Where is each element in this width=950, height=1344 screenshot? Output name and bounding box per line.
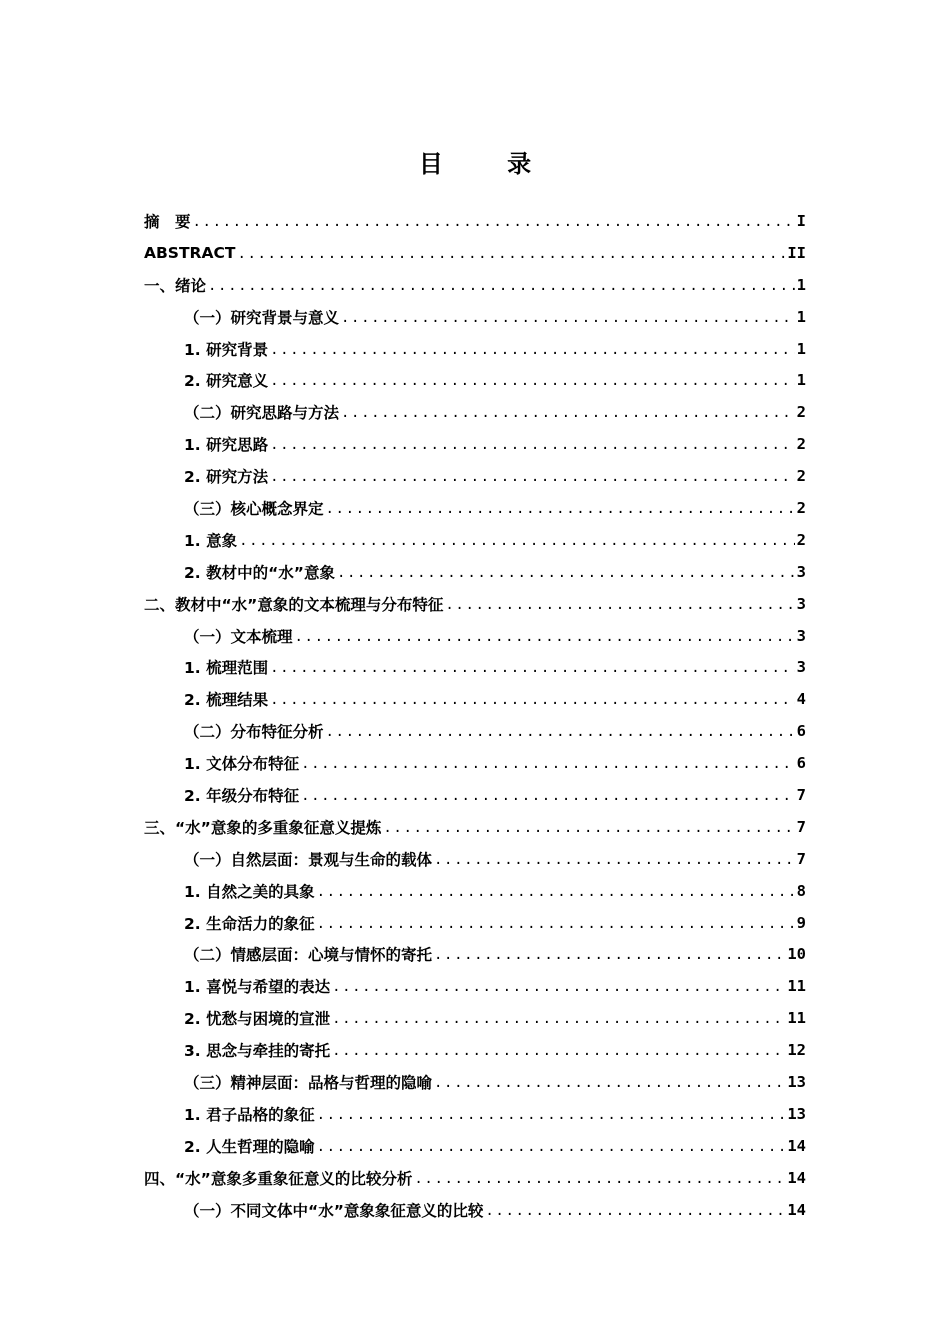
toc-entry-page-number: 1: [796, 275, 806, 294]
toc-entry-page-number: 11: [787, 1009, 806, 1028]
toc-entry-label: （三）精神层面：品格与哲理的隐喻: [184, 1073, 433, 1092]
toc-entry-label: 2. 研究意义: [184, 372, 269, 391]
toc-entry[interactable]: [144, 205, 806, 237]
toc-entry-label: 1. 喜悦与希望的表达: [184, 978, 331, 997]
toc-entry[interactable]: [144, 1002, 806, 1034]
toc-entry-label: 3. 思念与牵挂的寄托: [184, 1042, 331, 1061]
toc-entry-page-number: 2: [796, 530, 806, 549]
toc-entry-page-number: 2: [796, 435, 806, 454]
toc-entry-label: 1. 研究背景: [184, 340, 269, 359]
dot-leader: [326, 724, 795, 740]
toc-entry[interactable]: [144, 492, 806, 524]
toc-entry-page-number: 1: [796, 339, 806, 358]
page-title: 目 录: [418, 150, 560, 178]
toc-entry-label: 2. 年级分布特征: [184, 786, 300, 805]
toc-entry-label: （一）自然层面：景观与生命的载体: [184, 850, 433, 869]
toc-entry[interactable]: [144, 651, 806, 683]
dot-leader: [317, 1139, 786, 1155]
toc-entry[interactable]: [144, 970, 806, 1002]
toc-entry-label: 四、“水”意象多重象征意义的比较分析: [144, 1169, 413, 1188]
toc-entry-label: ABSTRACT: [144, 243, 236, 262]
toc-entry-label: 摘 要: [144, 212, 191, 231]
toc-entry-label: 1. 君子品格的象征: [184, 1105, 315, 1124]
dot-leader: [301, 756, 795, 772]
dot-leader: [239, 533, 795, 549]
toc-entry[interactable]: [144, 396, 806, 428]
dot-leader: [414, 1171, 785, 1187]
toc-entry-label: （一）不同文体中“水”意象象征意义的比较: [184, 1201, 484, 1220]
toc-entry-label: 1. 研究思路: [184, 436, 269, 455]
dot-leader: [317, 1107, 786, 1123]
dot-leader: [270, 660, 795, 676]
toc-entry-page-number: I: [796, 211, 806, 230]
dot-leader: [301, 788, 795, 804]
toc-entry-label: 1. 自然之美的具象: [184, 882, 315, 901]
toc-entry-label: 三、“水”意象的多重象征意义提炼: [144, 818, 382, 837]
toc-entry[interactable]: [144, 938, 806, 970]
dot-leader: [332, 979, 785, 995]
toc-entry-label: 2. 梳理结果: [184, 691, 269, 710]
toc-entry-page-number: 1: [796, 307, 806, 326]
toc-entry-label: 1. 文体分布特征: [184, 755, 300, 774]
toc-entry-page-number: 14: [787, 1200, 806, 1219]
toc-entry-page-number: 13: [787, 1072, 806, 1091]
dot-leader: [317, 916, 795, 932]
toc-entry-label: （三）核心概念界定: [184, 499, 324, 518]
toc-entry-page-number: 7: [796, 817, 806, 836]
toc-entry[interactable]: [144, 1130, 806, 1162]
toc-entry-page-number: 2: [796, 403, 806, 422]
toc-entry[interactable]: [144, 683, 806, 715]
toc-entry[interactable]: [144, 875, 806, 907]
dot-leader: [485, 1203, 785, 1219]
dot-leader: [295, 629, 795, 645]
toc-entry-page-number: 9: [796, 913, 806, 932]
dot-leader: [434, 947, 785, 963]
toc-entry-label: 2. 教材中的“水”意象: [184, 563, 335, 582]
toc-entry-page-number: 14: [787, 1136, 806, 1155]
toc-entry-label: 2. 忧愁与困境的宣泄: [184, 1010, 331, 1029]
toc-entry-label: 2. 研究方法: [184, 468, 269, 487]
toc-entry[interactable]: [144, 1162, 806, 1194]
toc-entry[interactable]: [144, 460, 806, 492]
toc-entry-page-number: 1: [796, 371, 806, 390]
toc-entry-page-number: 7: [796, 785, 806, 804]
dot-leader: [383, 820, 794, 836]
toc-entry[interactable]: [144, 428, 806, 460]
dot-leader: [332, 1043, 785, 1059]
toc-entry-label: 一、绪论: [144, 276, 207, 295]
dot-leader: [332, 1011, 785, 1027]
toc-entry[interactable]: [144, 747, 806, 779]
toc-entry[interactable]: [144, 811, 806, 843]
toc-entry-page-number: 7: [796, 849, 806, 868]
toc-entry[interactable]: [144, 588, 806, 620]
toc-entry-label: 1. 梳理范围: [184, 659, 269, 678]
toc-entry[interactable]: [144, 843, 806, 875]
toc-entry-page-number: 10: [787, 945, 806, 964]
toc-entry[interactable]: [144, 1034, 806, 1066]
toc-entry-page-number: 3: [796, 594, 806, 613]
toc-entry-page-number: 2: [796, 467, 806, 486]
dot-leader: [434, 1075, 785, 1091]
toc-entry-page-number: 8: [796, 881, 806, 900]
toc-entry-label: （二）研究思路与方法: [184, 404, 340, 423]
toc-entry-label: 2. 人生哲理的隐喻: [184, 1137, 315, 1156]
toc-entry-page-number: 13: [787, 1104, 806, 1123]
dot-leader: [337, 565, 795, 581]
dot-leader: [270, 437, 795, 453]
toc-entry-label: （一）文本梳理: [184, 627, 293, 646]
toc-entry-page-number: 14: [787, 1168, 806, 1187]
toc-entry-label: （一）研究背景与意义: [184, 308, 340, 327]
dot-leader: [270, 342, 795, 358]
toc-entry-page-number: II: [787, 243, 806, 262]
toc-entry-label: 二、教材中“水”意象的文本梳理与分布特征: [144, 595, 444, 614]
toc-entry[interactable]: [144, 301, 806, 333]
dot-leader: [341, 310, 795, 326]
toc-entry[interactable]: [144, 364, 806, 396]
toc-entry[interactable]: [144, 237, 806, 269]
toc-entry-page-number: 3: [796, 626, 806, 645]
toc-entry-page-number: 12: [787, 1041, 806, 1060]
toc-entry-page-number: 6: [796, 754, 806, 773]
toc-entry-page-number: 3: [796, 658, 806, 677]
toc-entry[interactable]: [144, 1098, 806, 1130]
dot-leader: [237, 246, 785, 262]
dot-leader: [445, 597, 794, 613]
dot-leader: [326, 501, 795, 517]
toc-entry[interactable]: [144, 1194, 806, 1226]
dot-leader: [270, 469, 795, 485]
toc-entry[interactable]: [144, 556, 806, 588]
toc-entry-label: （二）情感层面：心境与情怀的寄托: [184, 946, 433, 965]
toc-entry-page-number: 6: [796, 722, 806, 741]
toc-entry-label: 1. 意象: [184, 531, 238, 550]
toc-entry[interactable]: [144, 269, 806, 301]
toc-entry-label: （二）分布特征分析: [184, 723, 324, 742]
toc-entry-label: 2. 生命活力的象征: [184, 914, 315, 933]
toc-entry[interactable]: [144, 333, 806, 365]
dot-leader: [193, 214, 795, 230]
toc-entry-page-number: 4: [796, 690, 806, 709]
toc-entry-page-number: 11: [787, 977, 806, 996]
dot-leader: [270, 373, 795, 389]
dot-leader: [341, 405, 795, 421]
dot-leader: [317, 884, 795, 900]
toc-entry-page-number: 2: [796, 498, 806, 517]
dot-leader: [434, 852, 795, 868]
toc-entry[interactable]: [144, 524, 806, 556]
toc-entry[interactable]: [144, 1066, 806, 1098]
dot-leader: [270, 692, 795, 708]
toc-entry[interactable]: [144, 715, 806, 747]
dot-leader: [208, 278, 795, 294]
table-of-contents: [144, 205, 806, 1226]
toc-entry[interactable]: [144, 779, 806, 811]
toc-entry[interactable]: [144, 907, 806, 939]
toc-entry[interactable]: [144, 620, 806, 652]
toc-entry-page-number: 3: [796, 562, 806, 581]
